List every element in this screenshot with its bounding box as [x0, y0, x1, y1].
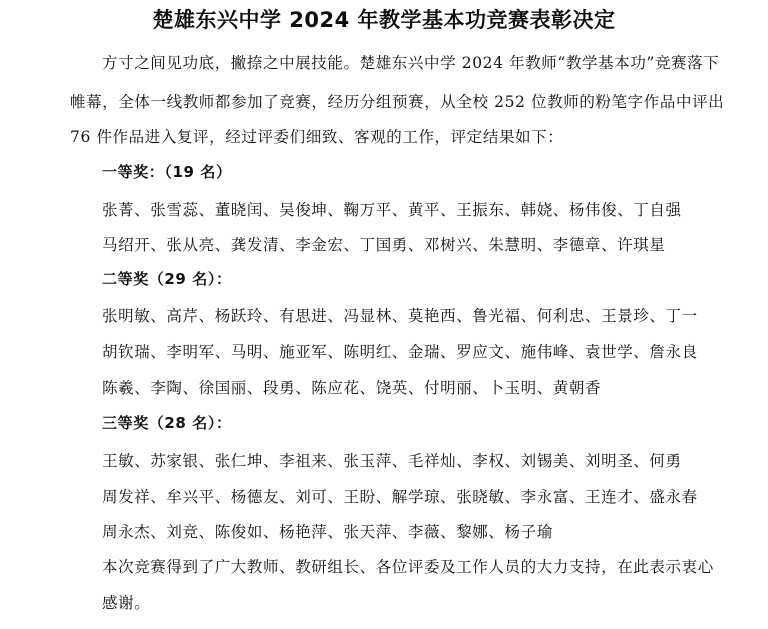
closing-line-1: 本次竞赛得到了广大教师、教研组长、各位评委及工作人员的大力支持，在此表示衷心 [102, 558, 714, 576]
first-prize-row-2: 马绍开、张从亮、龚发清、李金宏、丁国勇、邓树兴、朱慧明、李德章、许琪星 [102, 236, 666, 254]
first-prize-heading: 一等奖：（19 名） [102, 163, 232, 181]
intro-line-3: 76 件作品进入复评，经过评委们细致、客观的工作，评定结果如下： [70, 128, 564, 146]
third-prize-heading: 三等奖（28 名）： [102, 414, 232, 432]
page-title: 楚雄东兴中学 2024 年教学基本功竞赛表彰决定 [152, 8, 616, 32]
third-prize-row-1: 王敏、苏家银、张仁坤、李祖来、张玉萍、毛祥灿、李权、刘锡美、刘明圣、何勇 [102, 452, 682, 470]
first-prize-row-1: 张菁、张雪蕊、董晓闰、吴俊坤、鞠万平、黄平、王振东、韩娆、杨伟俊、丁自强 [102, 201, 682, 219]
closing-line-2: 感谢。 [102, 594, 151, 612]
intro-line-1: 方寸之间见功底，撇捺之中展技能。楚雄东兴中学 2024 年教师“教学基本功”竞赛落下 [102, 54, 720, 72]
second-prize-row-1: 张明敏、高芹、杨跃玲、有思进、冯显林、莫艳西、鲁光福、何利忠、王景珍、丁一 [102, 307, 698, 325]
second-prize-heading: 二等奖（29 名）： [102, 270, 232, 288]
intro-line-2: 帷幕，全体一线教师都参加了竞赛，经历分组预赛，从全校 252 位教师的粉笔字作品中评出 [70, 93, 725, 111]
third-prize-row-2: 周发祥、牟兴平、杨德友、刘可、王盼、解学琼、张晓敏、李永富、王连才、盛永春 [102, 488, 698, 506]
third-prize-row-3: 周永杰、刘竞、陈俊如、杨艳萍、张天萍、李薇、黎娜、杨子瑜 [102, 523, 553, 541]
second-prize-row-3: 陈羲、李陶、徐国丽、段勇、陈应花、饶英、付明丽、卜玉明、黄朝香 [102, 379, 602, 397]
second-prize-row-2: 胡钦瑞、李明军、马明、施亚军、陈明红、金瑞、罗应文、施伟峰、袁世学、詹永良 [102, 343, 698, 361]
